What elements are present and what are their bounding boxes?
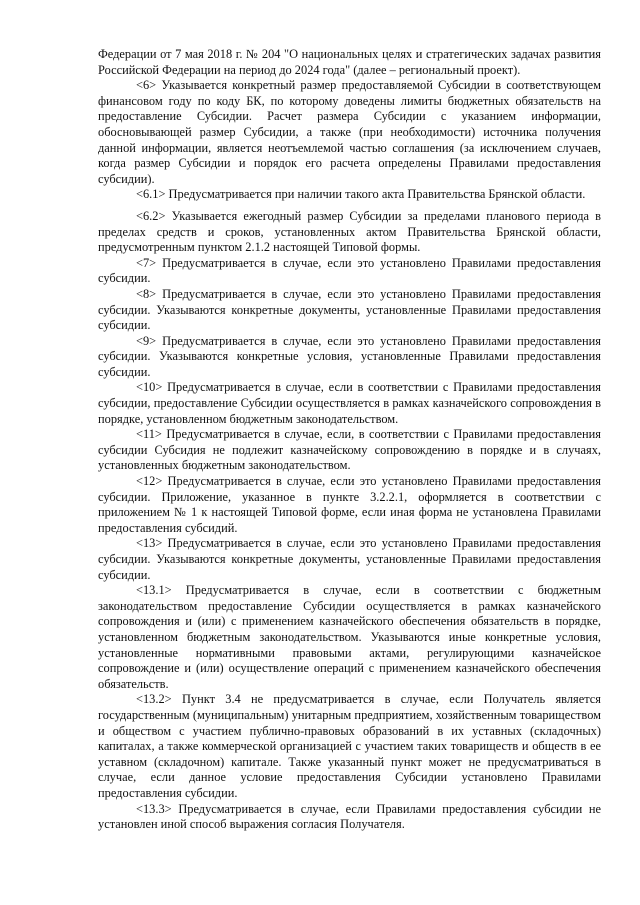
footnote-7: <7> Предусматривается в случае, если это установлено Правилами предоставления субсидии.: [98, 255, 601, 286]
footnote-10: <10> Предусматривается в случае, если в соответствии с Правилами предоставления субсидии, предоставление Субсидии осуществляется в рамках казначейского сопровождения в порядке, установленном бюджетным законодательством.: [98, 380, 601, 426]
footnote-9: <9> Предусматривается в случае, если это установлено Правилами предоставления субсидии. Указываются конкретные условия, установленные Правилами предоставления субсидии.: [98, 333, 601, 379]
footnote-13-1: <13.1> Предусматривается в случае, если в соответствии с бюджетным законодательством предоставление Субсидии осуществляется в рамках казначейского сопровождения и (или) с применением казначейского обеспечения обязательств в порядке, установленном бюджетным законодательством. Указываются иные конкретные условия, установленные нормативными правовыми актами, регулирующими казначейское сопровождение и (или) осуществление операций с применением казначейского обеспечения обязательств.: [98, 583, 601, 691]
footnote-13: <13> Предусматривается в случае, если это установлено Правилами предоставления субсидии. Указываются конкретные документы, установленные Правилами предоставления субсидии.: [98, 536, 601, 582]
footnote-13-3: <13.3> Предусматривается в случае, если Правилами предоставления субсидии не установлен иной способ выражения согласия Получателя.: [98, 801, 601, 832]
footnote-8: <8> Предусматривается в случае, если это установлено Правилами предоставления субсидии. Указываются конкретные документы, установленные Правилами предоставления субсидии.: [98, 286, 601, 333]
paragraph-continuation: Федерации от 7 мая 2018 г. № 204 "О национальных целях и стратегических задачах развития Российской Федерации на период до 2024 года" (далее – региональный проект).: [98, 47, 601, 77]
footnote-13-2: <13.2> Пункт 3.4 не предусматривается в случае, если Получатель является государственным (муниципальным) унитарным предприятием, хозяйственным товариществом и обществом с участием публично-правовых образований в их уставных (складочных) капиталах, а также коммерческой организацией с участием таких товариществ и обществ в ее уставном (складочном) капитале. Также указанный пункт может не предусматриваться в случае, если данное условие предоставления Субсидии установлено Правилами предоставления субсидии.: [98, 692, 601, 800]
document-body: [98, 47, 601, 833]
footnote-6-2: <6.2> Указывается ежегодный размер Субсидии за пределами планового периода в пределах средств и сроков, установленных актом Правительства Брянской области, предусмотренным пунктом 2.1.2 настоящей Типовой формы.: [98, 208, 601, 255]
footnote-6: <6> Указывается конкретный размер предоставляемой Субсидии в соответствующем финансовом году по коду БК, по которому доведены лимиты бюджетных обязательств на предоставление Субсидии. Расчет размера Субсидии с указанием информации, обосновывающей размер Субсидии, а также (при необходимости) источника получения данной информации, является неотъемлемой частью соглашения (за исключением случаев, когда размер Субсидии и порядок его расчета определены Правилами предоставления субсидии).: [98, 78, 601, 186]
footnote-11: <11> Предусматривается в случае, если, в соответствии с Правилами предоставления субсидии Субсидия не подлежит казначейскому сопровождению в порядке и в случаях, установленных бюджетным законодательством.: [98, 427, 601, 473]
footnote-6-1: <6.1> Предусматривается при наличии такого акта Правительства Брянской области.: [136, 187, 586, 202]
footnote-12: <12> Предусматривается в случае, если это установлено Правилами предоставления субсидии. Приложение, указанное в пункте 3.2.2.1, оформляется в соответствии с приложением № 1 к настоящей Типовой форме, если иная форма не установлена Правилами предоставления субсидий.: [98, 474, 601, 535]
